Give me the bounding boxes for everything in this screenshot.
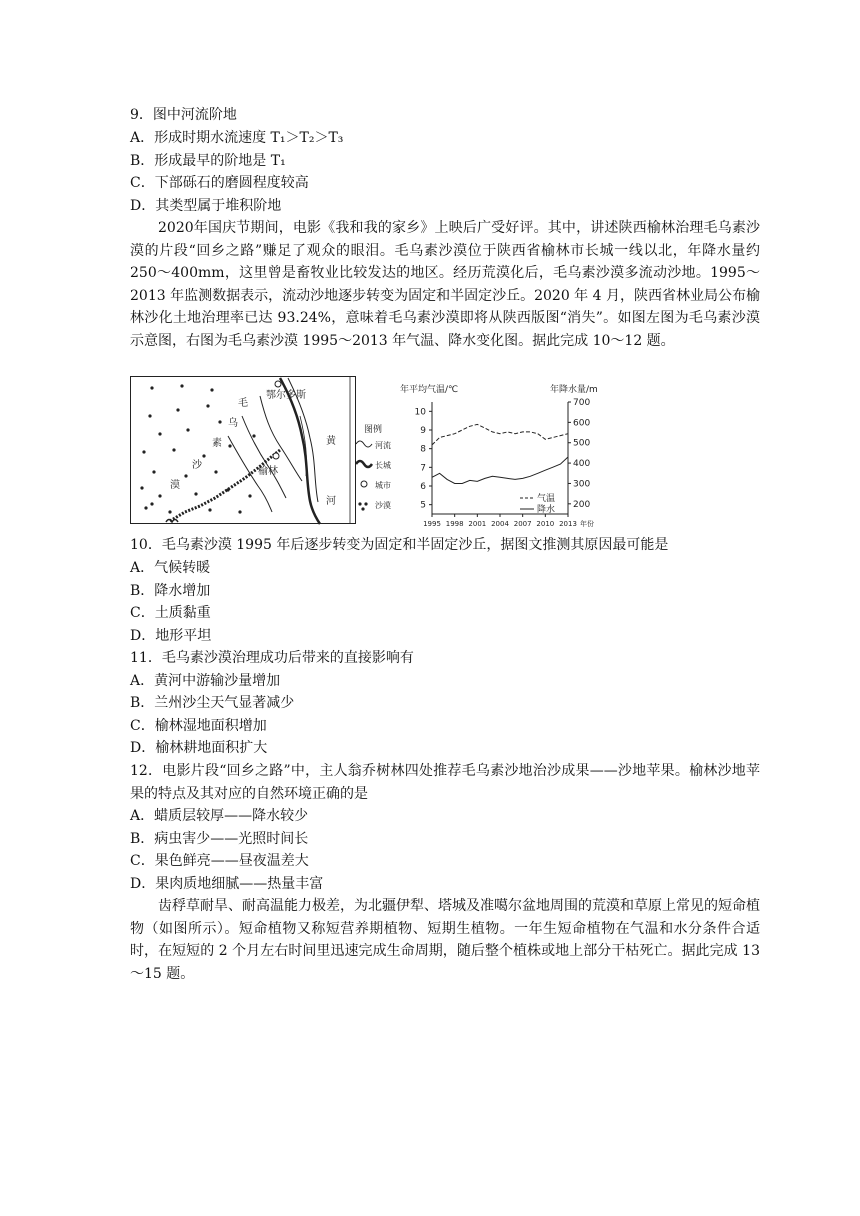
maowusu-map: [130, 376, 356, 526]
map-label-ordos: 鄂尔多斯: [266, 390, 306, 401]
chart-left-axis-title: 年平均气温/℃: [400, 385, 459, 395]
climate-chart: [392, 380, 628, 536]
chart-x-tick-label: 1998: [445, 520, 464, 528]
chart-right-tick-label: 400: [573, 459, 591, 470]
q11-option-d: D．榆林耕地面积扩大: [130, 740, 268, 756]
q10-option-c: C．土质黏重: [130, 605, 211, 621]
chart-x-tick-label: 2001: [468, 520, 487, 528]
chart-series-气温: [432, 424, 568, 445]
q10-stem: 10．毛乌素沙漠 1995 年后逐步转变为固定和半固定沙丘，据图文推测其原因最可能是: [130, 537, 669, 553]
passage-ephemeral-text: 齿稃草耐旱、耐高温能力极差，为北疆伊犁、塔城及准噶尔盆地周围的荒漠和草原上常见的短命植物（如图所示）。短命植物又称短营养期植物、短期生植物。一年生短命植物在气温和水分条件合适时，在短短的 2 个月左右时间里迅速完成生命周期，随后整个植株或地上部分干枯死亡。据此完成 13～15 题。: [130, 898, 760, 982]
q11-stem: 11．毛乌素沙漠治理成功后带来的直接影响有: [130, 650, 414, 666]
chart-x-axis-label: 年份: [580, 520, 594, 528]
legend-wall-icon: [356, 461, 372, 467]
q10-option-d: D．地形平坦: [130, 628, 212, 644]
chart-right-tick-label: 200: [573, 499, 591, 510]
q12-stem: 12．电影片段“回乡之路”中，主人翁乔树林四处推荐毛乌素沙地治沙成果——沙地苹果。榆林沙地苹果的特点及其对应的自然环境正确的是: [130, 763, 760, 802]
q10-option-a: A．气候转暖: [130, 560, 211, 576]
q9-option-d: D．其类型属于堆积阶地: [130, 198, 282, 214]
q12-option-b: B．病虫害少——光照时间长: [130, 831, 309, 847]
chart-left-tick-label: 10: [414, 407, 426, 418]
chart-legend-label: 气温: [537, 494, 556, 504]
passage-maowusu: [130, 217, 760, 353]
chart-legend-label: 降水: [537, 505, 556, 515]
chart-right-tick-label: 700: [573, 398, 591, 408]
q9-option-b: B．形成最早的阶地是 T₁: [130, 153, 286, 169]
chart-left-tick-label: 9: [420, 426, 426, 436]
q11-option-b: B．兰州沙尘天气显著减少: [130, 695, 295, 711]
map-label-mao: 毛: [238, 398, 248, 409]
chart-x-tick-label: 1995: [423, 520, 441, 528]
map-label-wu: 乌: [228, 418, 238, 429]
q12-option-a: A．蜡质层较厚——降水较少: [130, 808, 309, 824]
chart-left-tick-label: 8: [420, 444, 426, 455]
q9-option-a: A．形成时期水流速度 T₁＞T₂＞T₃: [130, 130, 344, 146]
legend-wall: 长城: [375, 461, 391, 470]
chart-left-tick-label: 6: [420, 482, 426, 492]
legend-river-icon: [356, 441, 372, 447]
chart-left-tick-label: 5: [420, 500, 426, 511]
map-label-yulin: 榆林: [258, 466, 278, 477]
q9-option-c: C．下部砾石的磨圆程度较高: [130, 175, 309, 191]
map-label-he: 河: [326, 496, 336, 507]
map-label-huang: 黄: [326, 436, 336, 447]
passage-ephemeral-plants: [130, 895, 760, 985]
legend-desert: 沙漠: [375, 501, 391, 510]
chart-right-tick-label: 300: [573, 479, 591, 490]
legend-title: 图例: [364, 425, 383, 435]
chart-right-tick-label: 600: [573, 418, 591, 429]
map-label-mo: 漠: [170, 480, 180, 491]
chart-right-tick-label: 500: [573, 438, 591, 449]
q10-option-b: B．降水增加: [130, 583, 211, 599]
chart-right-axis-title: 年降水量/m: [550, 385, 598, 395]
chart-x-tick-label: 2007: [513, 520, 532, 528]
q11-option-c: C．榆林湿地面积增加: [130, 718, 267, 734]
map-label-sha: 沙: [192, 460, 202, 471]
chart-x-tick-label: 2010: [536, 520, 555, 528]
passage-maowusu-text: 2020年国庆节期间，电影《我和我的家乡》上映后广受好评。其中，讲述陕西榆林治理毛乌素沙漠的片段“回乡之路”赚足了观众的眼泪。毛乌素沙漠位于陕西省榆林市长城一线以北，年降水量约 250～400mm，这里曾是畜牧业比较发达的地区。经历荒漠化后，毛乌素沙漠多流动沙地。1995～2013 年监测数据表示，流动沙地逐步转变为固定和半固定沙丘。2020 年 4 月，陕西省林业局公布榆林沙化土地治理率已达 93.24%，意味着毛乌素沙漠即将从陕西版图“消失”。如图左图为毛乌素沙漠示意图，右图为毛乌素沙漠 1995～2013 年气温、降水变化图。据此完成 10～12 题。: [130, 220, 760, 349]
map-label-su: 素: [212, 438, 222, 449]
q11-option-a: A．黄河中游输沙量增加: [130, 673, 281, 689]
q12-option-c: C．果色鲜亮——昼夜温差大: [130, 853, 309, 869]
q9-stem: 9．图中河流阶地: [130, 107, 237, 123]
legend-city: 城市: [375, 481, 391, 490]
legend-city-icon: [361, 481, 367, 487]
q12-option-d: D．果肉质地细腻——热量丰富: [130, 876, 324, 892]
chart-left-tick-label: 7: [420, 463, 426, 474]
legend-desert-icon: [358, 502, 367, 510]
chart-x-tick-label: 2004: [491, 520, 509, 528]
legend-river: 河流: [375, 441, 391, 450]
chart-series-降水: [432, 457, 568, 484]
chart-x-tick-label: 2013: [559, 520, 577, 528]
